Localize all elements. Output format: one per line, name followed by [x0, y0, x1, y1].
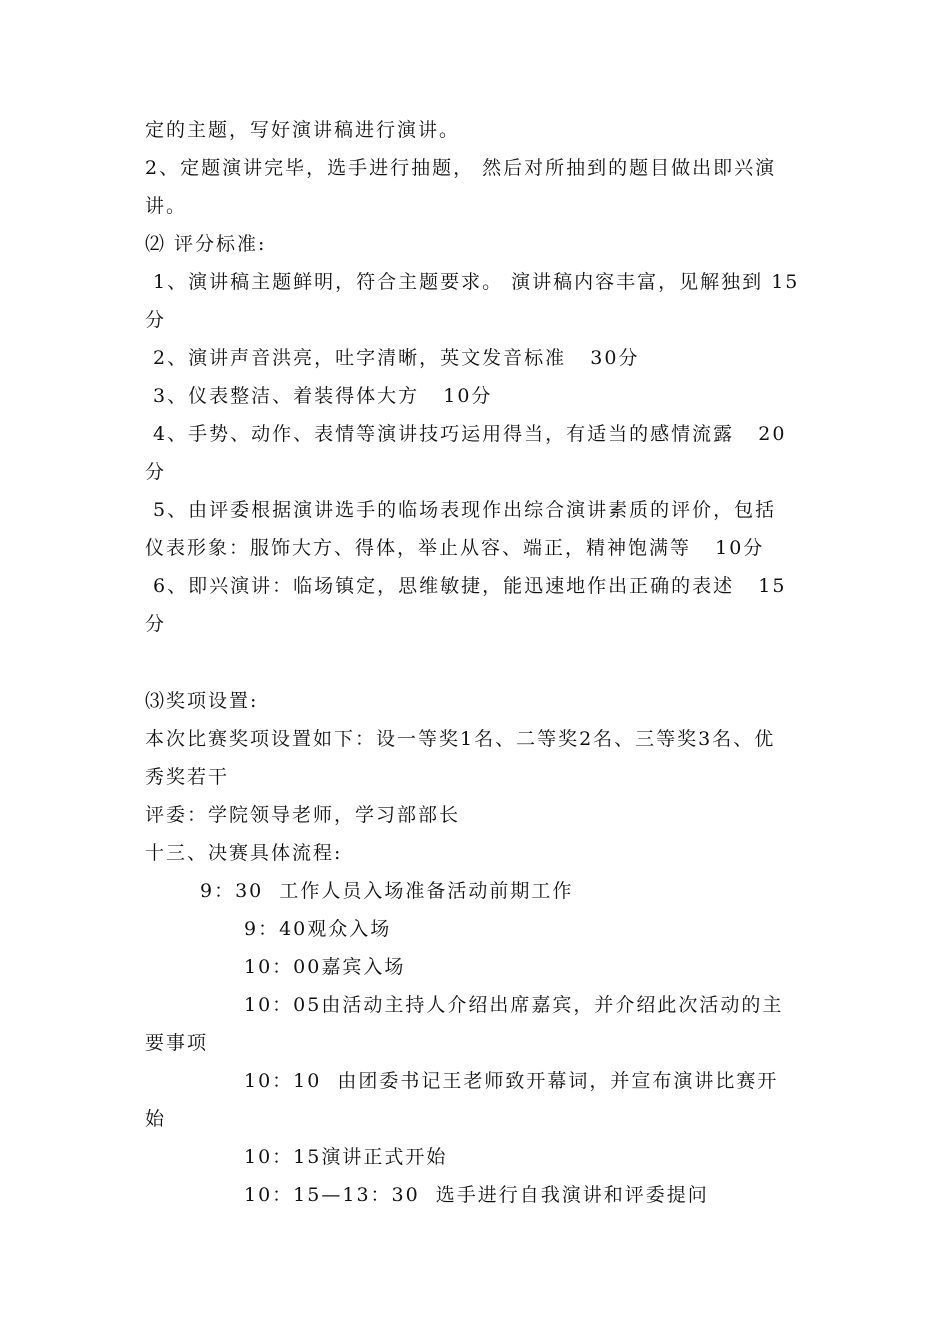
- text-line: 评委：学院领导老师，学习部部长: [145, 804, 461, 826]
- schedule-item: 10：05由活动主持人介绍出席嘉宾，并介绍此次活动的主: [244, 994, 784, 1016]
- text-line: 4、手势、动作、表情等演讲技巧运用得当，有适当的感情流露 20: [145, 423, 787, 445]
- text-line: ⑵ 评分标准:: [145, 233, 267, 255]
- schedule-item: 10：00嘉宾入场: [244, 956, 406, 978]
- section-heading: 十三、决赛具体流程:: [145, 842, 343, 864]
- text-line: 仪表形象：服饰大方、得体，举止从容、端正，精神饱满等 10分: [145, 537, 765, 559]
- section-heading: ⑶奖项设置:: [145, 690, 259, 712]
- schedule-item: 10：15演讲正式开始: [244, 1146, 448, 1168]
- text-line: 本次比赛奖项设置如下：设一等奖1名、二等奖2名、三等奖3名、优: [145, 728, 776, 750]
- text-line: 定的主题，写好演讲稿进行演讲。: [145, 119, 461, 141]
- text-line: 要事项: [145, 1032, 209, 1054]
- text-line: 分: [145, 461, 167, 483]
- text-line: 秀奖若干: [145, 766, 230, 788]
- text-line: 讲。: [145, 195, 188, 217]
- schedule-item: 10：15—13：30 选手进行自我演讲和评委提问: [244, 1184, 709, 1206]
- text-line: 分: [145, 309, 167, 331]
- schedule-item: 9：40观众入场: [244, 918, 392, 940]
- text-line: 6、即兴演讲：临场镇定，思维敏捷，能迅速地作出正确的表述 15: [145, 575, 787, 597]
- schedule-item: 9：30 工作人员入场准备活动前期工作: [200, 880, 574, 902]
- text-line: 3、仪表整洁、着装得体大方 10分: [145, 385, 493, 407]
- text-line: 2、演讲声音洪亮，吐字清晰，英文发音标准 30分: [145, 347, 640, 369]
- text-line: 1、演讲稿主题鲜明，符合主题要求。 演讲稿内容丰富，见解独到 15: [145, 271, 800, 293]
- text-line: 始: [145, 1108, 167, 1130]
- text-line: 5、由评委根据演讲选手的临场表现作出综合演讲素质的评价，包括: [145, 499, 777, 521]
- schedule-item: 10：10 由团委书记王老师致开幕词，并宣布演讲比赛开: [244, 1070, 779, 1092]
- text-line: 2、定题演讲完毕，选手进行抽题， 然后对所抽到的题目做出即兴演: [145, 157, 777, 179]
- text-line: 分: [145, 613, 167, 635]
